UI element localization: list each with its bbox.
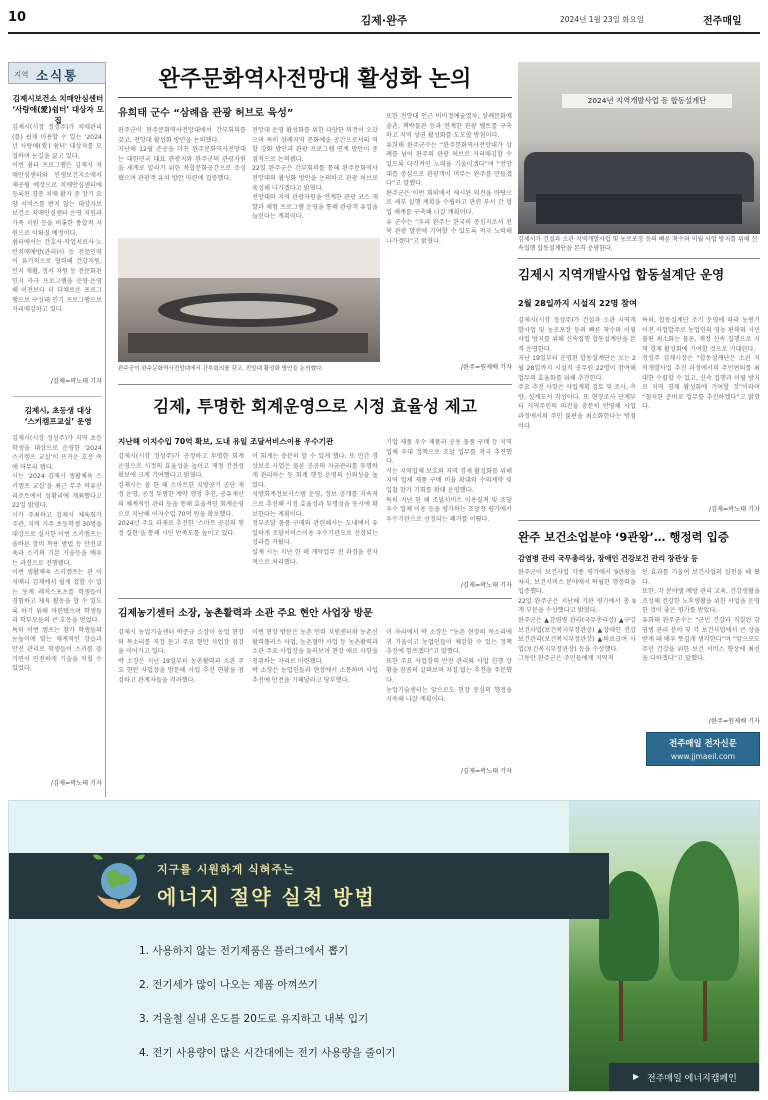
issue-date: 2024년 1월 23일 화요일 xyxy=(560,15,645,24)
page-header xyxy=(0,0,768,34)
tip-4: 4. 전기 사용량이 많은 시간대에는 전기 사용량을 줄이기 xyxy=(139,1047,396,1059)
nonghyup-col1: 김제시 농업기술센터 박준규 소장이 농업 현장의 목소리를 직접 듣고 주요 현안 사업장 점검을 이어가고 있다. 박 소장은 지난 19일부터 농촌활력과 소관 주요 현안 사업장을 방문해 사업 추진 현황을 점검하고 관계자들을 격려했다. xyxy=(118,629,244,684)
accounting-byline: /김제=곽노태 기자 xyxy=(460,582,512,589)
accounting-col2: 이 회계는 충분히 알 수 있게 했다. 또 민간 경상보조 사업은 물론 공공의 자금관리를 투명하게 관리하는 등 회계 행정 운영의 신뢰성을 높였다. 지방회계정보시스템 운영, 정보 공개를 지속적으로 추진해 시정 효율성과 투명성을 동시에 확보한다는 계획이다. 정부조달 물품 구매와 관련해서는 도내에서 유일하게 조달서비스이용 우수기관으로 선정되는 성과를 거뒀다. 실제 시는 지난 한 해 계약업무 전 과정을 전자적으로 처리했다. xyxy=(252,453,378,566)
sidebar-divider xyxy=(12,396,102,397)
ad-footer-arrow-icon: ▶ xyxy=(633,1072,640,1081)
sidebar-story1-body: 김제시(시장 정성주)가 치매관리(를) 쉽게 이용할 수 있는 ‘2024년 사랑애(愛) 쉼터’ 대상자를 모집하며 눈길을 끌고 있다. 이번 쉼터 프로그램은 김제시 치매안심센터와 인생보건지소에서 제공될 예정으로 치매안심센터에 등록된 경증 치매 환자 중 장기 요양 서비스를 받지 않는 대상자로 보건소 치매안심센터 운영 지원과 가족 지원 등을 비롯한 종합적 지원으로 이뤄질 예정이다. 쉼터에서는 간호사·작업치료사·노인치매예방(관리)사 등 전문인력이 유기적으로 협력해 건강지원, 인지 재활, 정서 지원 등 전문화된 인지 자극 프로그램을 운영·운영해 이전보다 더 다채로운 프로그램으로 구성돼 인기 프로그램으로 자리매김하고 있다. xyxy=(12,124,102,314)
sidebar-story1-byline: /김제=곽노태 기자 xyxy=(50,378,102,385)
sidebar-story2-body: 김제시(시장 정성주)가 지역 초등학생을 대상으로 운영한 ‘2024 스키캠프 교실’이 뜨거운 호응 속에 마무리 됐다. 시는 ‘2024 김제시 생활체육 스키캠프 교실’을 최근 무주 덕유산 리조트에서 성황리에 개최했다고 22일 밝혔다. 시가 주최하고 김제시 체육회가 주관, 지역 거주 초등학생 30명을 대상으로 실시한 이번 스키캠프는 올바른 장비 착용 방법 등 안전교육과 스키의 기본 기술등을 배우는 과정으로 진행됐다. 이번 생활체육 스키캠프는 관 이지매니 김제에서 쉽게 접할 수 없는 동계 레저스포츠를 학생들이 경험하고 체육 활동을 할 수 있도록 하기 위해 마련됐으며 학생들과 학부모들의 큰 호응을 얻었다. 특히 이번 캠프는 참가 학생들의 눈높이에 맞는 체계적인 강습과 안전 관리로 학생들이 스키를 즐기면서 안전하게 기술을 익힐 수 있었다. xyxy=(12,435,102,673)
lead-body-col2: 전망대 운영 활성화를 위한 다양한 의견이 오갔으며 특히 삼례지역 문화예술 공간으로서의 역할 강화 방안과 관광 프로그램 연계 방안이 중점적으로 논의됐다. 22일 완주군은 간부회의를 통해 완주문화역사전망대의 활성화 방안을 논의하고 관광 허브로 육성해 나가겠다고 밝혔다. 전망대와 지역 관광자원을 연계한 관광 코스 개발과 체험 프로그램 운영을 통해 관광객 유입을 늘린다는 계획이다. xyxy=(252,127,378,221)
health-headline: 완주 보건소업분야 ‘9관왕’… 행정력 입증 xyxy=(518,530,729,544)
health-byline: /완주=원제배 기자 xyxy=(708,718,760,725)
nonghyup-headline: 김제농기센터 소장, 농촌활력과 소관 주요 현안 사업장 방문 xyxy=(118,608,373,619)
ad-title-line1: 지구를 시원하게 식혀주는 xyxy=(157,863,295,876)
lead-body-col1: 완주군이 완주문화역사전망대에서 간부회의를 갖고, 전망대 활성화 방안을 논의했다. 지난해 12월 준공을 마친 완주문화역사전망대는 대한민국 대표 관광지와 완주군의 관광자원을 세계로 알리기 위한 복합문화공간으로 조성됐으며 관광객 유치 방안 마련에 집중했다. xyxy=(118,127,246,182)
group-photo-design-team xyxy=(518,62,760,234)
design-story-subhead: 2월 28일까지 시설직 22명 참여 xyxy=(518,298,637,308)
header-rule xyxy=(8,32,760,34)
ad-title-line2: 에너지 절약 실천 방법 xyxy=(157,885,376,909)
sidebar-story2-title-line1: 김제시, 초등생 대상 xyxy=(24,406,92,415)
design-story-col2: 특히, 합동설계단 조기 운영에 따라 농번기 이전 사업발주로 농업인의 영농 편의와 시민 불편 최소화는 물론, 재정 신속 집행으로 지역 경제 활성화에 기여할 것으로 기대된다. 정성주 김제시장은 “합동설계단은 소관 지역개발사업 추진 과정에서의 주민편의를 최대한 수렴할 수 있고, 신속 집행과 이월 방지로 지역 경제 활성화에 기여할 것”이라며 “철저한 준비로 업무를 추진하겠다”고 밝혔다. xyxy=(642,317,760,411)
lead-byline: /완주=원제배 기자 xyxy=(460,364,512,371)
online-edition-title: 전주매일 전자신문 xyxy=(669,738,737,748)
accounting-subhead: 지난해 이지수입 70억 확보, 도내 유일 조달서비스이용 우수기관 xyxy=(118,437,334,446)
paper-name: 전주매일 xyxy=(703,16,742,27)
design-story-headline: 김제시 지역개발사업 합동설계단 운영 xyxy=(518,267,725,282)
sidebar-local-news xyxy=(8,62,106,797)
lead-photo-meeting xyxy=(118,238,380,362)
sidebar-tag-small: 지역 xyxy=(14,70,29,79)
lead-body-col3: 또한 전망대 인근 비비정예술열차, 삼례문화예술촌, 책박물관 등과 연계한 관광 벨트를 구축하고 지역 상권 활성화를 도모할 방침이다. 유희태 완주군수는 “완주문화역사전망대가 삼례를 넘어 완주의 관광 허브로 자리매김할 수 있도록 다각적인 노력을 기울이겠다”며 “전망대를 중심으로 관광객이 머무는 완주를 만들겠다”고 말했다. 완주군은 이번 회의에서 제시된 의견을 바탕으로 세부 실행 계획을 수립하고 관련 부서 간 협업 체계를 구축해 나갈 계획이다. 유 군수는 “우리 완주는 한국의 중심지로서 전북 관광 발전에 기여할 수 있도록 적극 노력해 나가겠다”고 밝혔다. xyxy=(386,113,512,245)
nonghyup-top-rule xyxy=(118,598,512,599)
health-subhead: 감염병 관리 국무총리상, 장애인 건강보건 관리 장관상 등 xyxy=(518,554,698,563)
design-story-top-rule xyxy=(518,258,760,259)
design-story-byline: /김제=곽노태 기자 xyxy=(708,506,760,513)
nonghyup-col3: 이 자리에서 박 소장은 “농촌 현장의 목소리에 귀 기울이고 농업인들이 체감할 수 있는 정책 추진에 힘쓰겠다”고 말했다. 또한 주요 사업장의 안전 관리와 사업 진행 상황을 꼼꼼히 살펴보며 차질 없는 추진을 주문했다. 농업기술센터는 앞으로도 현장 중심의 행정을 지속해 나갈 계획이다. xyxy=(386,629,512,704)
sidebar-story1-title xyxy=(12,93,104,126)
online-edition-url[interactable]: www.jjmaeil.com xyxy=(670,752,736,761)
tip-2: 2. 전기세가 많이 나오는 제품 아껴쓰기 xyxy=(139,979,318,991)
photo-banner: 2024년 지역개발사업 등 합동설계단 xyxy=(562,94,732,108)
energy-campaign-ad xyxy=(8,800,760,1092)
design-story-col1: 김제시(시장 정성주)가 건설과 소관 지역개발사업 및 농로포장 등의 빠른 착수와 이월 사업 방지를 위해 신속집행 합동설계단을 본격 운영한다. 지난 19일부터 운영된 합동설계단은 오는 2월 28일까지 시설직 공무원 22명이 참여해 업무의 효율화를 위해 추진한다. 주요 추진 사항은 사업계획 검토 및 조사, 측량, 설계도서 작성이다. 또 현장조사 단계부터 지역주민의 의견을 충분히 반영해 사업 과정에서의 주민 불편을 최소화한다는 방침이다. xyxy=(518,317,636,430)
page-number: 10 xyxy=(8,10,27,25)
nonghyup-col2: 이번 현장 방문은 농촌 인력 지원센터와 농촌신활력플러스 사업, 농촌협약 사업 등 농촌활력과 소관 주요 사업장을 둘러보며 현장 애로 사항을 청취하는 자리로 마련됐다. 박 소장은 농업인들과 현장에서 소통하며 사업 추진에 만전을 기해달라고 당부했다. xyxy=(252,629,378,684)
accounting-headline: 김제, 투명한 회계운영으로 시정 효율성 제고 xyxy=(153,397,477,416)
sidebar-story2-byline: /김제=곽노태 기자 xyxy=(50,780,102,787)
accounting-col1: 김제시(시장 정성주)가 공정하고 투명한 회계운영으로 시정의 효율성을 높이고 재정 건전성 확보에 크게 기여했다고 밝혔다. 김제시는 올 한 해 스마트한 지방공기 공단 재정 운영, 공정 투명한 계약 행정 추진, 공유재산의 체계적인 관리 등을 통해 효율적인 회계운영으로 지난해 이자수입 70억 원을 확보했다. 2024년 주요 과제로 추진한 ‘스마트 공감의 행정 실현’을 통해 시민 만족도를 높이고 있다. xyxy=(118,453,244,537)
tip-1: 1. 사용하지 않는 전기제품은 플러그에서 뽑기 xyxy=(139,945,349,957)
accounting-col3: 기업 제품 우수 제품과 공용 물품 구매 등 지역업체 우대 정책으로 조달 업무를 적극 추진했다. 시는 지역업체 보호와 지역 경제 활성화를 위해 지역 업체 제품 구매 비율 확대와 수의계약 및 입찰 참가 기회를 확대 운영했다. 특히 지난 한 해 조달서비스 이용실적 및 조달우수 업체 이용 등을 평가하는 조달청 평가에서 우수기관으로 선정되는 쾌거를 이뤘다. xyxy=(386,439,512,523)
nonghyup-byline: /김제=곽노태 기자 xyxy=(460,768,512,775)
accounting-top-rule xyxy=(118,384,512,385)
lead-subhead: 유희태 군수 “삼례읍 관광 허브로 육성” xyxy=(118,108,294,119)
section-name: 김제·완주 xyxy=(360,14,408,27)
health-col1: 완주군이 보건사업 각종 평가에서 9관왕을 차지, 보건서비스 분야에서 탁월한 행정력을 입증했다. 22일 완주군은 지난해 기관 평가에서 총 9개 부문을 수상했다고 밝혔다. 완주군은 ▲감염병 관리(국무총리상) ▲구강보건사업(보건복지부장관상) ▲장애인 건강보건관리(보건복지부장관상) ▲의료급여 사업(보건복지부장관상) 등을 수상했다. 그동안 완주군은 주민들에게 지역적 xyxy=(518,569,636,663)
health-top-rule xyxy=(518,520,760,521)
globe-hands-icon xyxy=(83,851,155,923)
sidebar-story1-title-line1: 김제시보건소 치매안심센터 xyxy=(12,94,104,103)
sidebar-story2-title-line2: ‘스키캠프교실’ 운영 xyxy=(24,417,92,426)
sidebar-story2-title xyxy=(12,405,104,427)
lead-photo-caption: 완주군이 완주문화역사전망대에서 간부회의를 갖고, 전망대 활성화 방안을 논의했다. xyxy=(118,366,324,372)
ad-footer-label: 전주매일 에너지캠페인 xyxy=(647,1074,737,1084)
group-photo-caption: 김제시가 건설과 소관 지역개발사업 및 농로포장 등의 빠른 착수와 이월 사업 방지를 위해 신속집행 합동설계단을 본격 운영한다. xyxy=(518,236,758,252)
sidebar-tag-big: 소식통 xyxy=(36,68,79,83)
lead-headline: 완주문화역사전망대 활성화 논의 xyxy=(118,62,512,98)
sidebar-story1-title-line2: ‘사랑애(愛)쉼터’ 대상자 모집 xyxy=(12,105,104,125)
online-edition-box[interactable] xyxy=(646,732,760,766)
health-col2: 인 효과를 기울여 보건사업의 실천을 해 왔다. 또한, 각 분야별 예방 관리 교육, 건강생활을 조성해 건강한 노후생활을 위한 사업을 운영한 것이 좋은 평가를 받았다. 유희태 완주군수는 “군민 건강과 직결된 감염병 관리 분야 및 각 보건사업에서 큰 상을 받게 돼 매우 뜻깊게 생각한다”며 “앞으로도 주민 건강을 위한 보건 서비스 향상에 최선을 다하겠다”고 말했다. xyxy=(642,569,760,663)
sidebar-tag xyxy=(8,62,106,84)
tip-3: 3. 겨울철 실내 온도를 20도로 유지하고 내복 입기 xyxy=(139,1013,369,1025)
